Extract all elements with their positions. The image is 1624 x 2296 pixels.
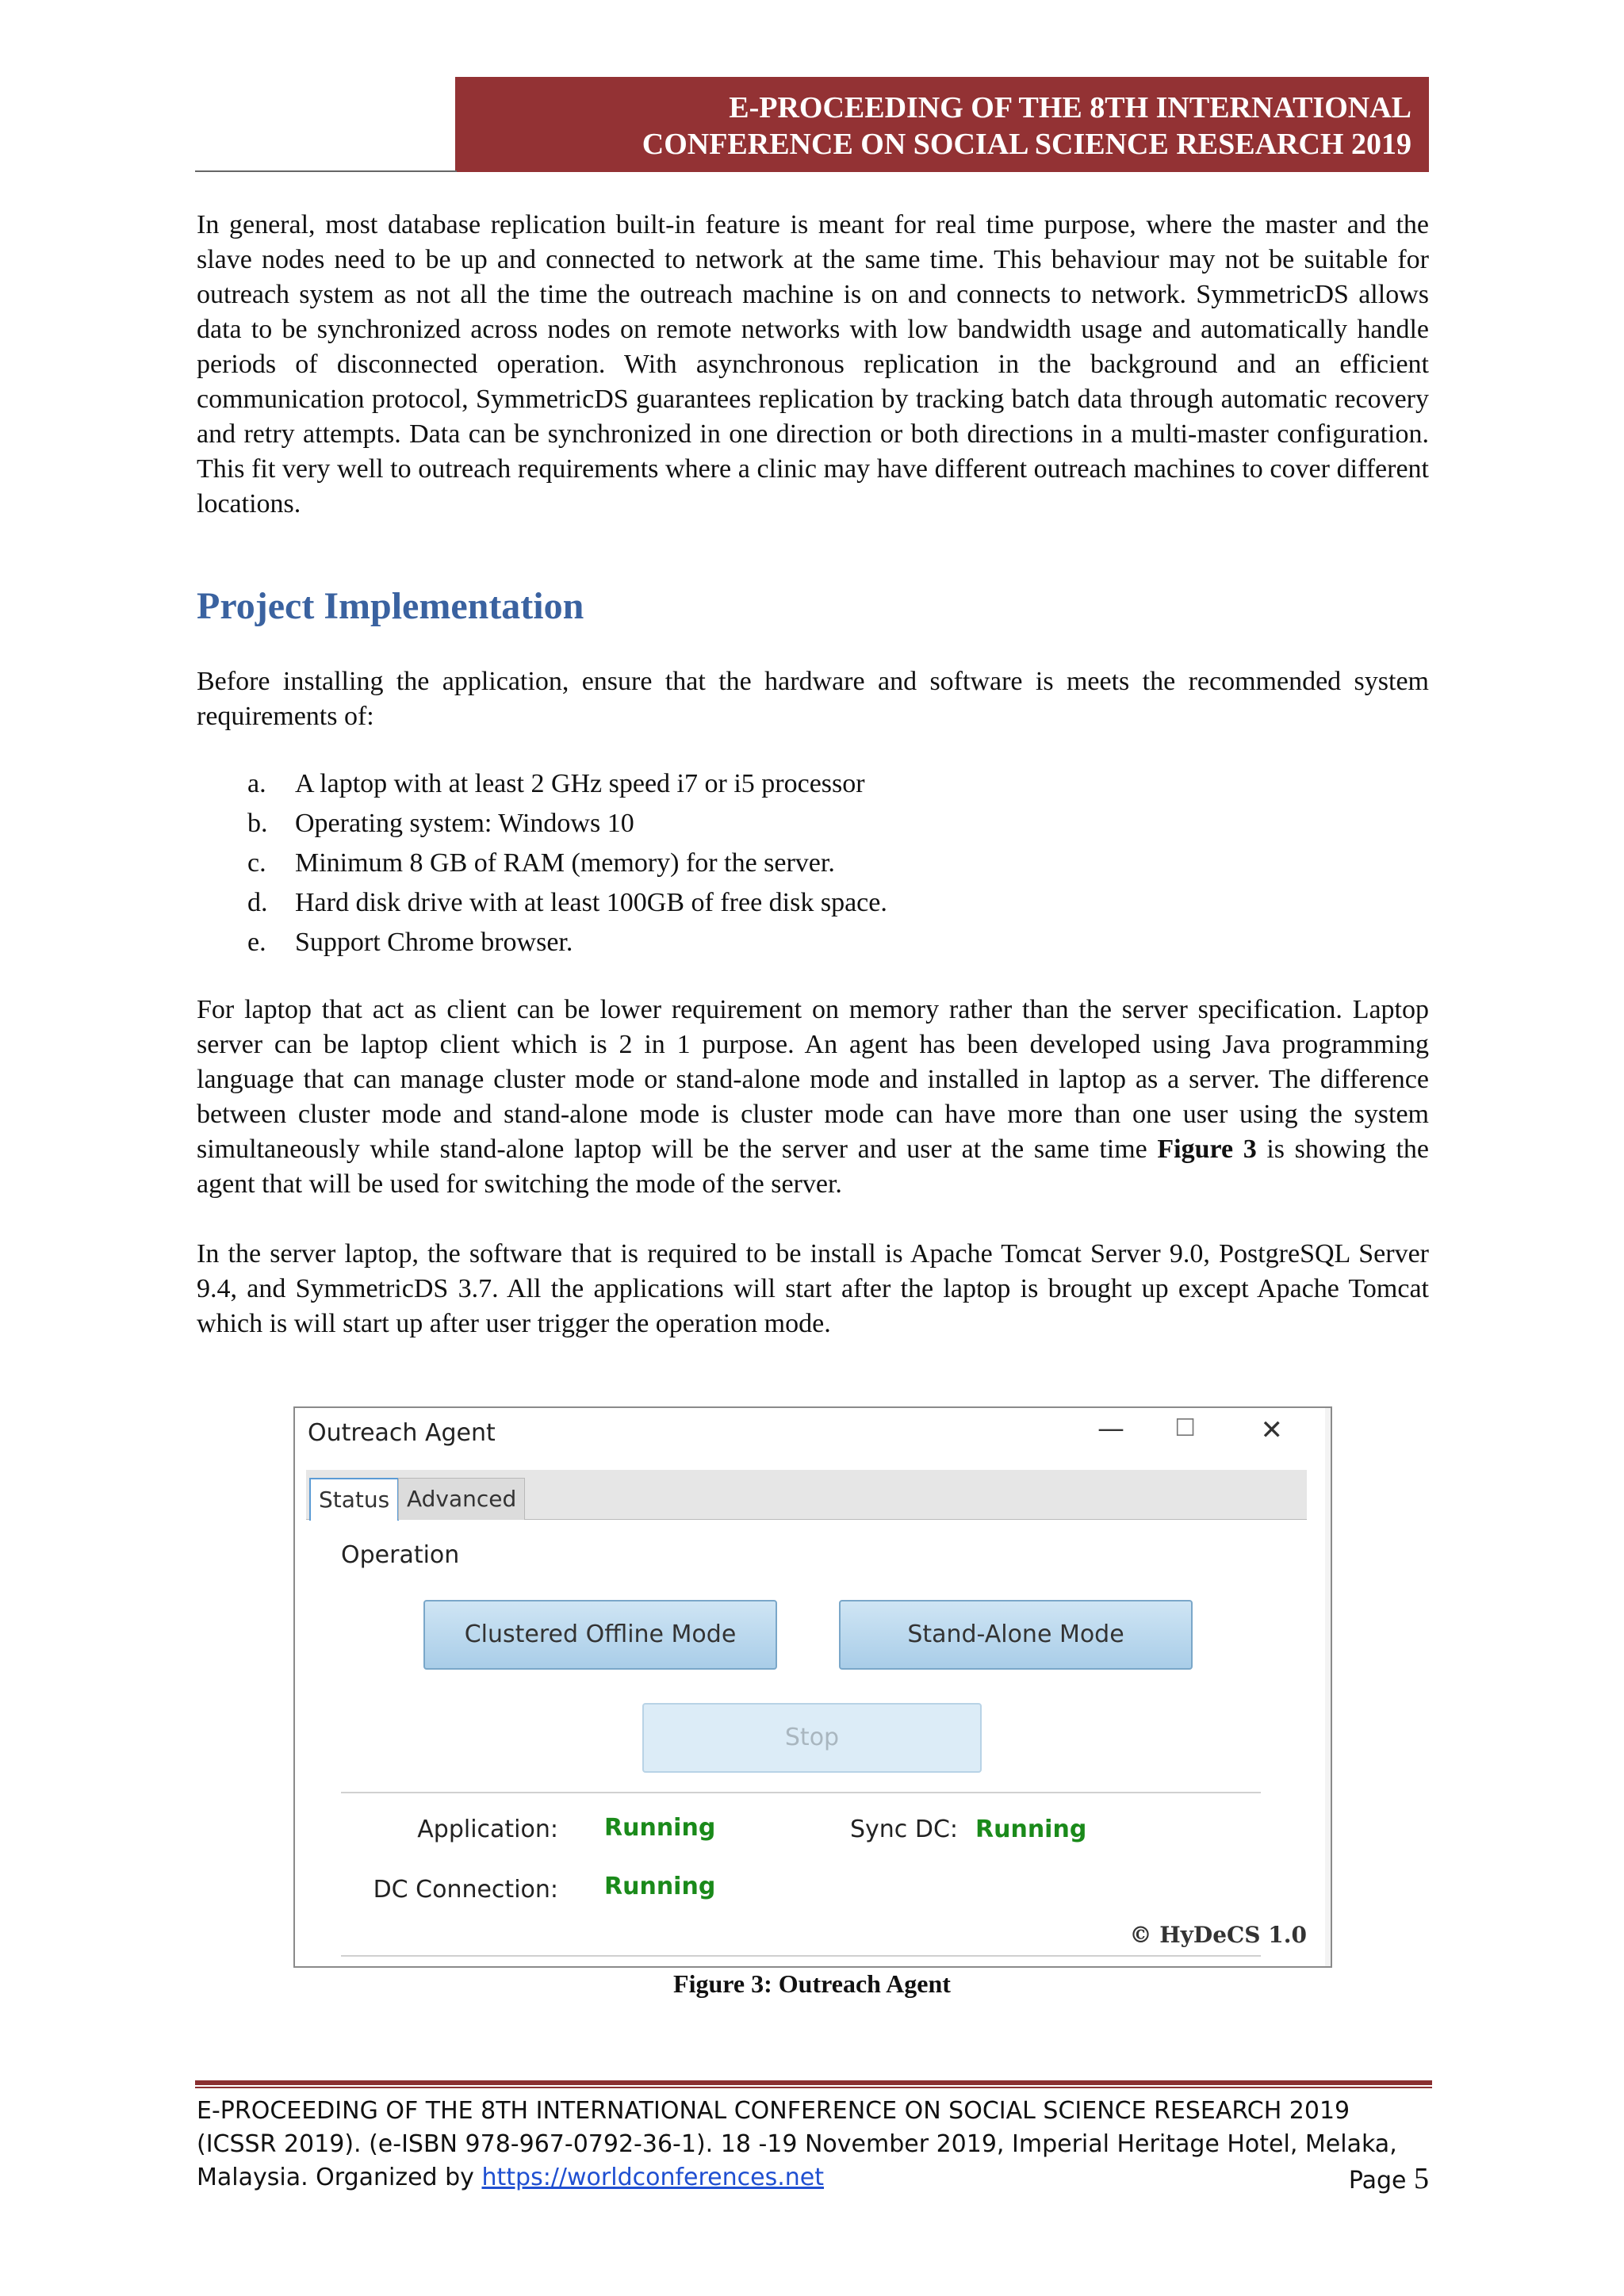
dc-connection-label: DC Connection:	[373, 1876, 558, 1904]
window-title: Outreach Agent	[308, 1419, 496, 1447]
footer-text	[197, 2095, 1429, 2195]
footer-rule	[195, 2080, 1432, 2085]
list-item-text: Hard disk drive with at least 100GB of free disk space.	[295, 888, 887, 917]
list-marker: d.	[247, 888, 268, 917]
sync-dc-label: Sync DC:	[850, 1816, 958, 1843]
figure-caption: Figure 3: Outreach Agent	[673, 1969, 951, 1998]
list-item	[197, 844, 1307, 883]
page-label: Page	[1348, 2167, 1414, 2195]
list-marker: a.	[247, 769, 266, 798]
list-marker: e.	[247, 928, 266, 957]
page-number-value: 5	[1414, 2162, 1429, 2195]
tab-strip	[306, 1470, 1307, 1520]
list-item	[197, 804, 1307, 844]
list-marker: c.	[247, 848, 266, 878]
conference-link[interactable]: https://worldconferences.net	[481, 2164, 824, 2191]
paragraph-agent-text-end: is showing the agent that will be used for switching the mode of the server.	[197, 1135, 1429, 1199]
footer-line-2: (ICSSR 2019). (e-ISBN 978-967-0792-36-1). 18 -19 November 2019, Imperial Heritage Hotel, Melaka,	[197, 2130, 1397, 2158]
page-number	[1349, 2161, 1429, 2196]
clustered-offline-mode-button[interactable]: Clustered Offline Mode	[423, 1600, 777, 1670]
footer-organizer-text: Malaysia. Organized by	[197, 2164, 482, 2191]
operation-label: Operation	[341, 1541, 460, 1569]
footer-line-1: E-PROCEEDING OF THE 8TH INTERNATIONAL CONFERENCE ON SOCIAL SCIENCE RESEARCH 2019	[197, 2097, 1350, 2125]
list-item-text: Operating system: Windows 10	[295, 809, 634, 838]
list-marker: b.	[247, 809, 268, 838]
dc-connection-status: Running	[604, 1873, 716, 1900]
close-icon[interactable]: ✕	[1260, 1414, 1283, 1446]
window-edge	[1325, 1408, 1331, 1966]
list-item-text: Minimum 8 GB of RAM (memory) for the server.	[295, 848, 835, 878]
paragraph-server-software: In the server laptop, the software that is required to be install is Apache Tomcat Server 9.0, PostgreSQL Server 9.4, and SymmetricDS 3.7. All the applications will start after the laptop is brought up except Apache Tomcat which is will start up after user trigger the operation mode.	[197, 1239, 1429, 1338]
header-line-1: E-PROCEEDING OF THE 8TH INTERNATIONAL	[729, 91, 1411, 124]
maximize-icon[interactable]: ☐	[1174, 1414, 1196, 1442]
list-item	[197, 764, 1307, 804]
paragraph-replication: In general, most database replication built-in feature is meant for real time purpose, where the master and the slave nodes need to be up and connected to network at the same time. This behaviour may not be suitable for outreach system as not all the time the outreach machine is on and connects to network. SymmetricDS allows data to be synchronized across nodes on remote networks with low bandwidth usage and automatically handle periods of disconnected operation. With asynchronous replication in the background and an efficient communication protocol, SymmetricDS guarantees replication by tracking batch data through automatic recovery and retry attempts. Data can be synchronized in one direction or both directions in a multi-master configuration. This fit very well to outreach requirements where a clinic may have different outreach machines to cover different locations.	[197, 210, 1429, 519]
header-rule	[195, 170, 457, 172]
bottom-separator	[341, 1955, 1261, 1957]
header-line-2: CONFERENCE ON SOCIAL SCIENCE RESEARCH 2019	[642, 128, 1411, 161]
list-item	[197, 923, 1307, 962]
version-label: © HyDeCS 1.0	[1129, 1922, 1307, 1948]
paragraph-requirements-intro: Before installing the application, ensure that the hardware and software is meets the recommended system requirements of:	[197, 667, 1429, 731]
requirements-list	[197, 764, 1307, 962]
stand-alone-mode-button[interactable]: Stand-Alone Mode	[839, 1600, 1193, 1670]
minimize-icon[interactable]: —	[1097, 1413, 1124, 1445]
application-label: Application:	[417, 1816, 558, 1843]
tab-advanced[interactable]: Advanced	[398, 1478, 525, 1520]
stop-button[interactable]: Stop	[642, 1703, 982, 1773]
application-status: Running	[604, 1814, 716, 1842]
header-banner	[455, 77, 1429, 172]
separator	[341, 1792, 1261, 1793]
outreach-agent-window	[293, 1406, 1332, 1968]
figure-reference: Figure 3	[1157, 1135, 1257, 1164]
paragraph-agent	[197, 993, 1429, 1202]
tab-status[interactable]: Status	[309, 1478, 399, 1521]
window-titlebar	[295, 1408, 1331, 1457]
footer-rule-thin	[195, 2087, 1432, 2088]
section-heading: Project Implementation	[197, 585, 584, 627]
footer-line-3	[197, 2161, 1429, 2195]
sync-dc-status: Running	[975, 1816, 1087, 1843]
list-item-text: Support Chrome browser.	[295, 928, 573, 957]
paragraph-agent-text: For laptop that act as client can be lower requirement on memory rather than the server specification. Laptop server can be laptop client which is 2 in 1 purpose. An agent has been developed using Java programming language that can manage cluster mode or stand-alone mode and installed in laptop as a server. The difference between cluster mode and stand-alone mode is cluster mode can have more than one user using the system simultaneously while stand-alone laptop will be the server and user at the same time	[197, 995, 1429, 1164]
list-item-text: A laptop with at least 2 GHz speed i7 or i5 processor	[295, 769, 865, 798]
list-item	[197, 883, 1307, 923]
